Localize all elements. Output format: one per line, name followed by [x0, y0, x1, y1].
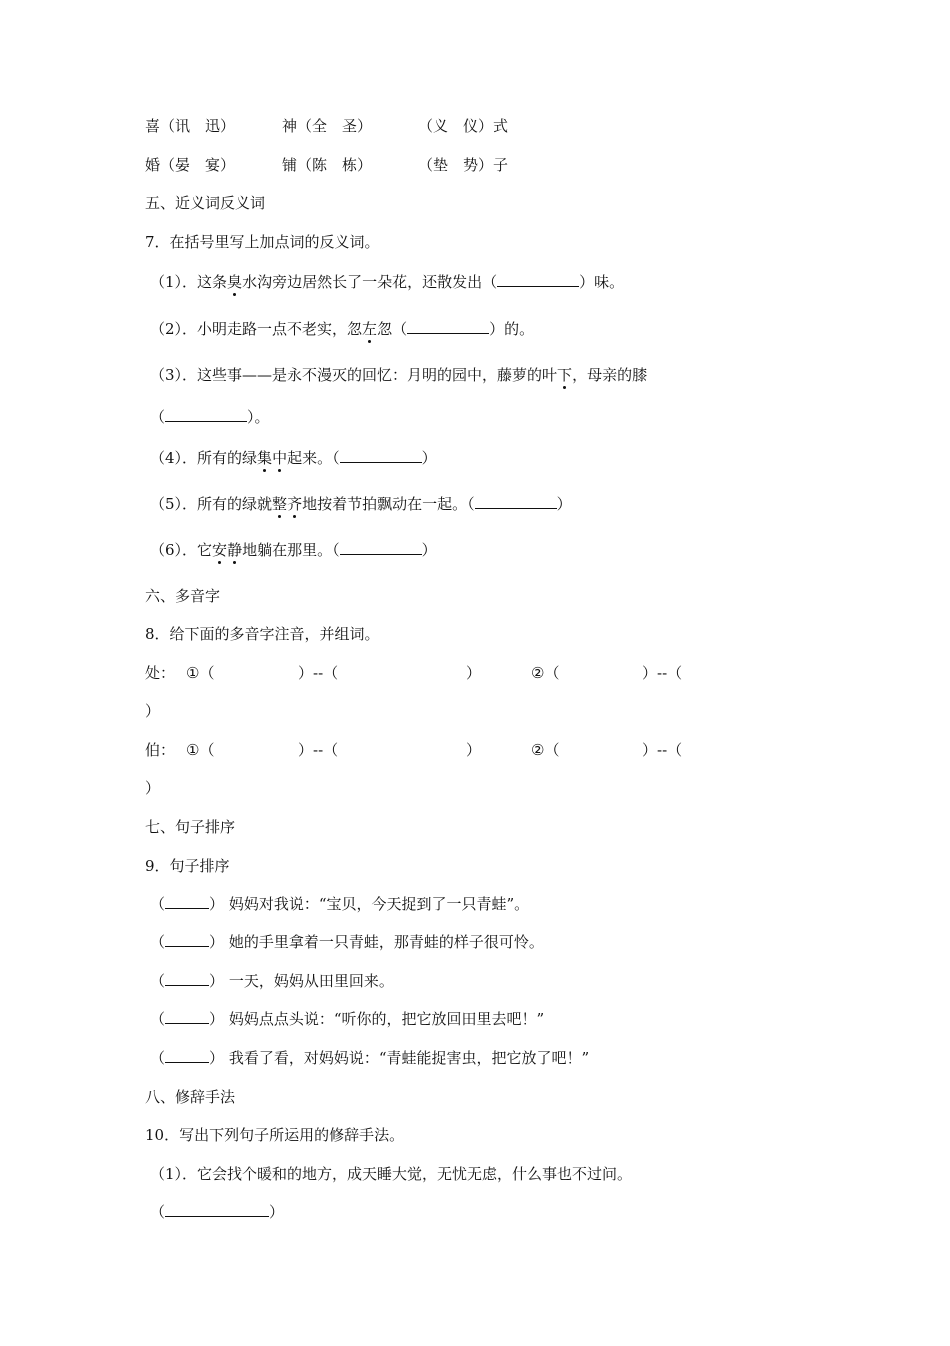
section-5-heading: 五、近义词反义词	[145, 194, 266, 212]
order-blank[interactable]	[165, 932, 209, 947]
pinyin-open-1a: ①（	[186, 664, 215, 682]
sort-sentence-1: （ ） 妈妈对我说：“宝贝，今天捉到了一只青蛙”。	[150, 895, 530, 913]
answer-blank[interactable]	[497, 272, 579, 287]
word-open-1a: ）--（	[298, 664, 339, 682]
pinyin-open-1b: ②（	[531, 664, 560, 682]
question-10: 10．写出下列句子所运用的修辞手法。	[145, 1126, 405, 1144]
word-open-2a: ）--（	[298, 741, 339, 759]
pinyin-open-2a: ①（	[186, 741, 215, 759]
answer-blank[interactable]	[407, 319, 489, 334]
choice-2-1: 婚（晏 宴）	[145, 156, 236, 174]
choice-1-1: 喜（讯 迅）	[145, 117, 236, 135]
word-close-2b: ）	[145, 779, 161, 797]
sort-sentence-2: （ ） 她的手里拿着一只青蛙，那青蛙的样子很可怜。	[150, 933, 544, 951]
dotted-char: 安	[212, 541, 228, 559]
q7-item-5: （5）．所有的绿就整齐地按着节拍飘动在一起。（ ）	[150, 495, 572, 513]
answer-blank[interactable]	[475, 494, 557, 509]
q7-item-3-blank: （ ）。	[150, 408, 270, 426]
word-close-1b: ）	[145, 702, 161, 720]
order-blank[interactable]	[165, 1048, 209, 1063]
word-close-1a: ）	[466, 664, 482, 682]
question-8: 8．给下面的多音字注音，并组词。	[145, 625, 380, 643]
answer-blank[interactable]	[340, 448, 422, 463]
order-blank[interactable]	[165, 971, 209, 986]
choice-1-2: 神（全 圣）	[282, 117, 373, 135]
sort-sentence-4: （ ） 妈妈点点头说：“听你的，把它放回田里去吧！”	[150, 1010, 545, 1028]
question-7: 7．在括号里写上加点词的反义词。	[145, 233, 380, 251]
section-8-heading: 八、修辞手法	[145, 1088, 236, 1106]
sort-sentence-3: （ ） 一天，妈妈从田里回来。	[150, 972, 394, 990]
q7-item-1: （1）．这条臭水沟旁边居然长了一朵花，还散发出（ ）味。	[150, 273, 625, 291]
dotted-char: 臭	[227, 273, 243, 291]
choice-1-3: （义 仪）式	[418, 117, 509, 135]
section-6-heading: 六、多音字	[145, 587, 221, 605]
dotted-char: 集	[257, 449, 273, 467]
answer-blank[interactable]	[340, 540, 422, 555]
dotted-char: 中	[272, 449, 288, 467]
q7-item-6: （6）．它安静地躺在那里。（ ）	[150, 541, 437, 559]
polyphone-char-2: 伯：	[145, 741, 176, 759]
polyphone-char-1: 处：	[145, 664, 176, 682]
section-7-heading: 七、句子排序	[145, 818, 236, 836]
order-blank[interactable]	[165, 1009, 209, 1024]
dotted-char: 整	[272, 495, 288, 513]
q7-item-2: （2）．小明走路一点不老实，忽左忽（ ）的。	[150, 320, 535, 338]
question-9: 9．句子排序	[145, 857, 230, 875]
word-open-2b: ）--（	[642, 741, 683, 759]
q7-item-4: （4）．所有的绿集中起来。（ ）	[150, 449, 437, 467]
answer-blank[interactable]	[165, 1202, 269, 1217]
word-close-2a: ）	[466, 741, 482, 759]
answer-blank[interactable]	[165, 407, 247, 422]
q7-item-3: （3）．这些事——是永不漫灭的回忆：月明的园中，藤萝的叶下，母亲的膝	[150, 366, 648, 384]
q10-item-1: （1）．它会找个暖和的地方，成天睡大觉，无忧无虑，什么事也不过问。	[150, 1165, 633, 1183]
q10-item-1-blank: （ ）	[150, 1203, 285, 1221]
sort-sentence-5: （ ） 我看了看，对妈妈说：“青蛙能捉害虫，把它放了吧！”	[150, 1049, 590, 1067]
pinyin-open-2b: ②（	[531, 741, 560, 759]
order-blank[interactable]	[165, 894, 209, 909]
choice-2-3: （垫 势）子	[418, 156, 509, 174]
word-open-1b: ）--（	[642, 664, 683, 682]
dotted-char: 静	[227, 541, 243, 559]
dotted-char: 下	[557, 366, 573, 384]
choice-2-2: 铺（陈 栋）	[282, 156, 373, 174]
dotted-char: 左	[362, 320, 378, 338]
dotted-char: 齐	[287, 495, 303, 513]
